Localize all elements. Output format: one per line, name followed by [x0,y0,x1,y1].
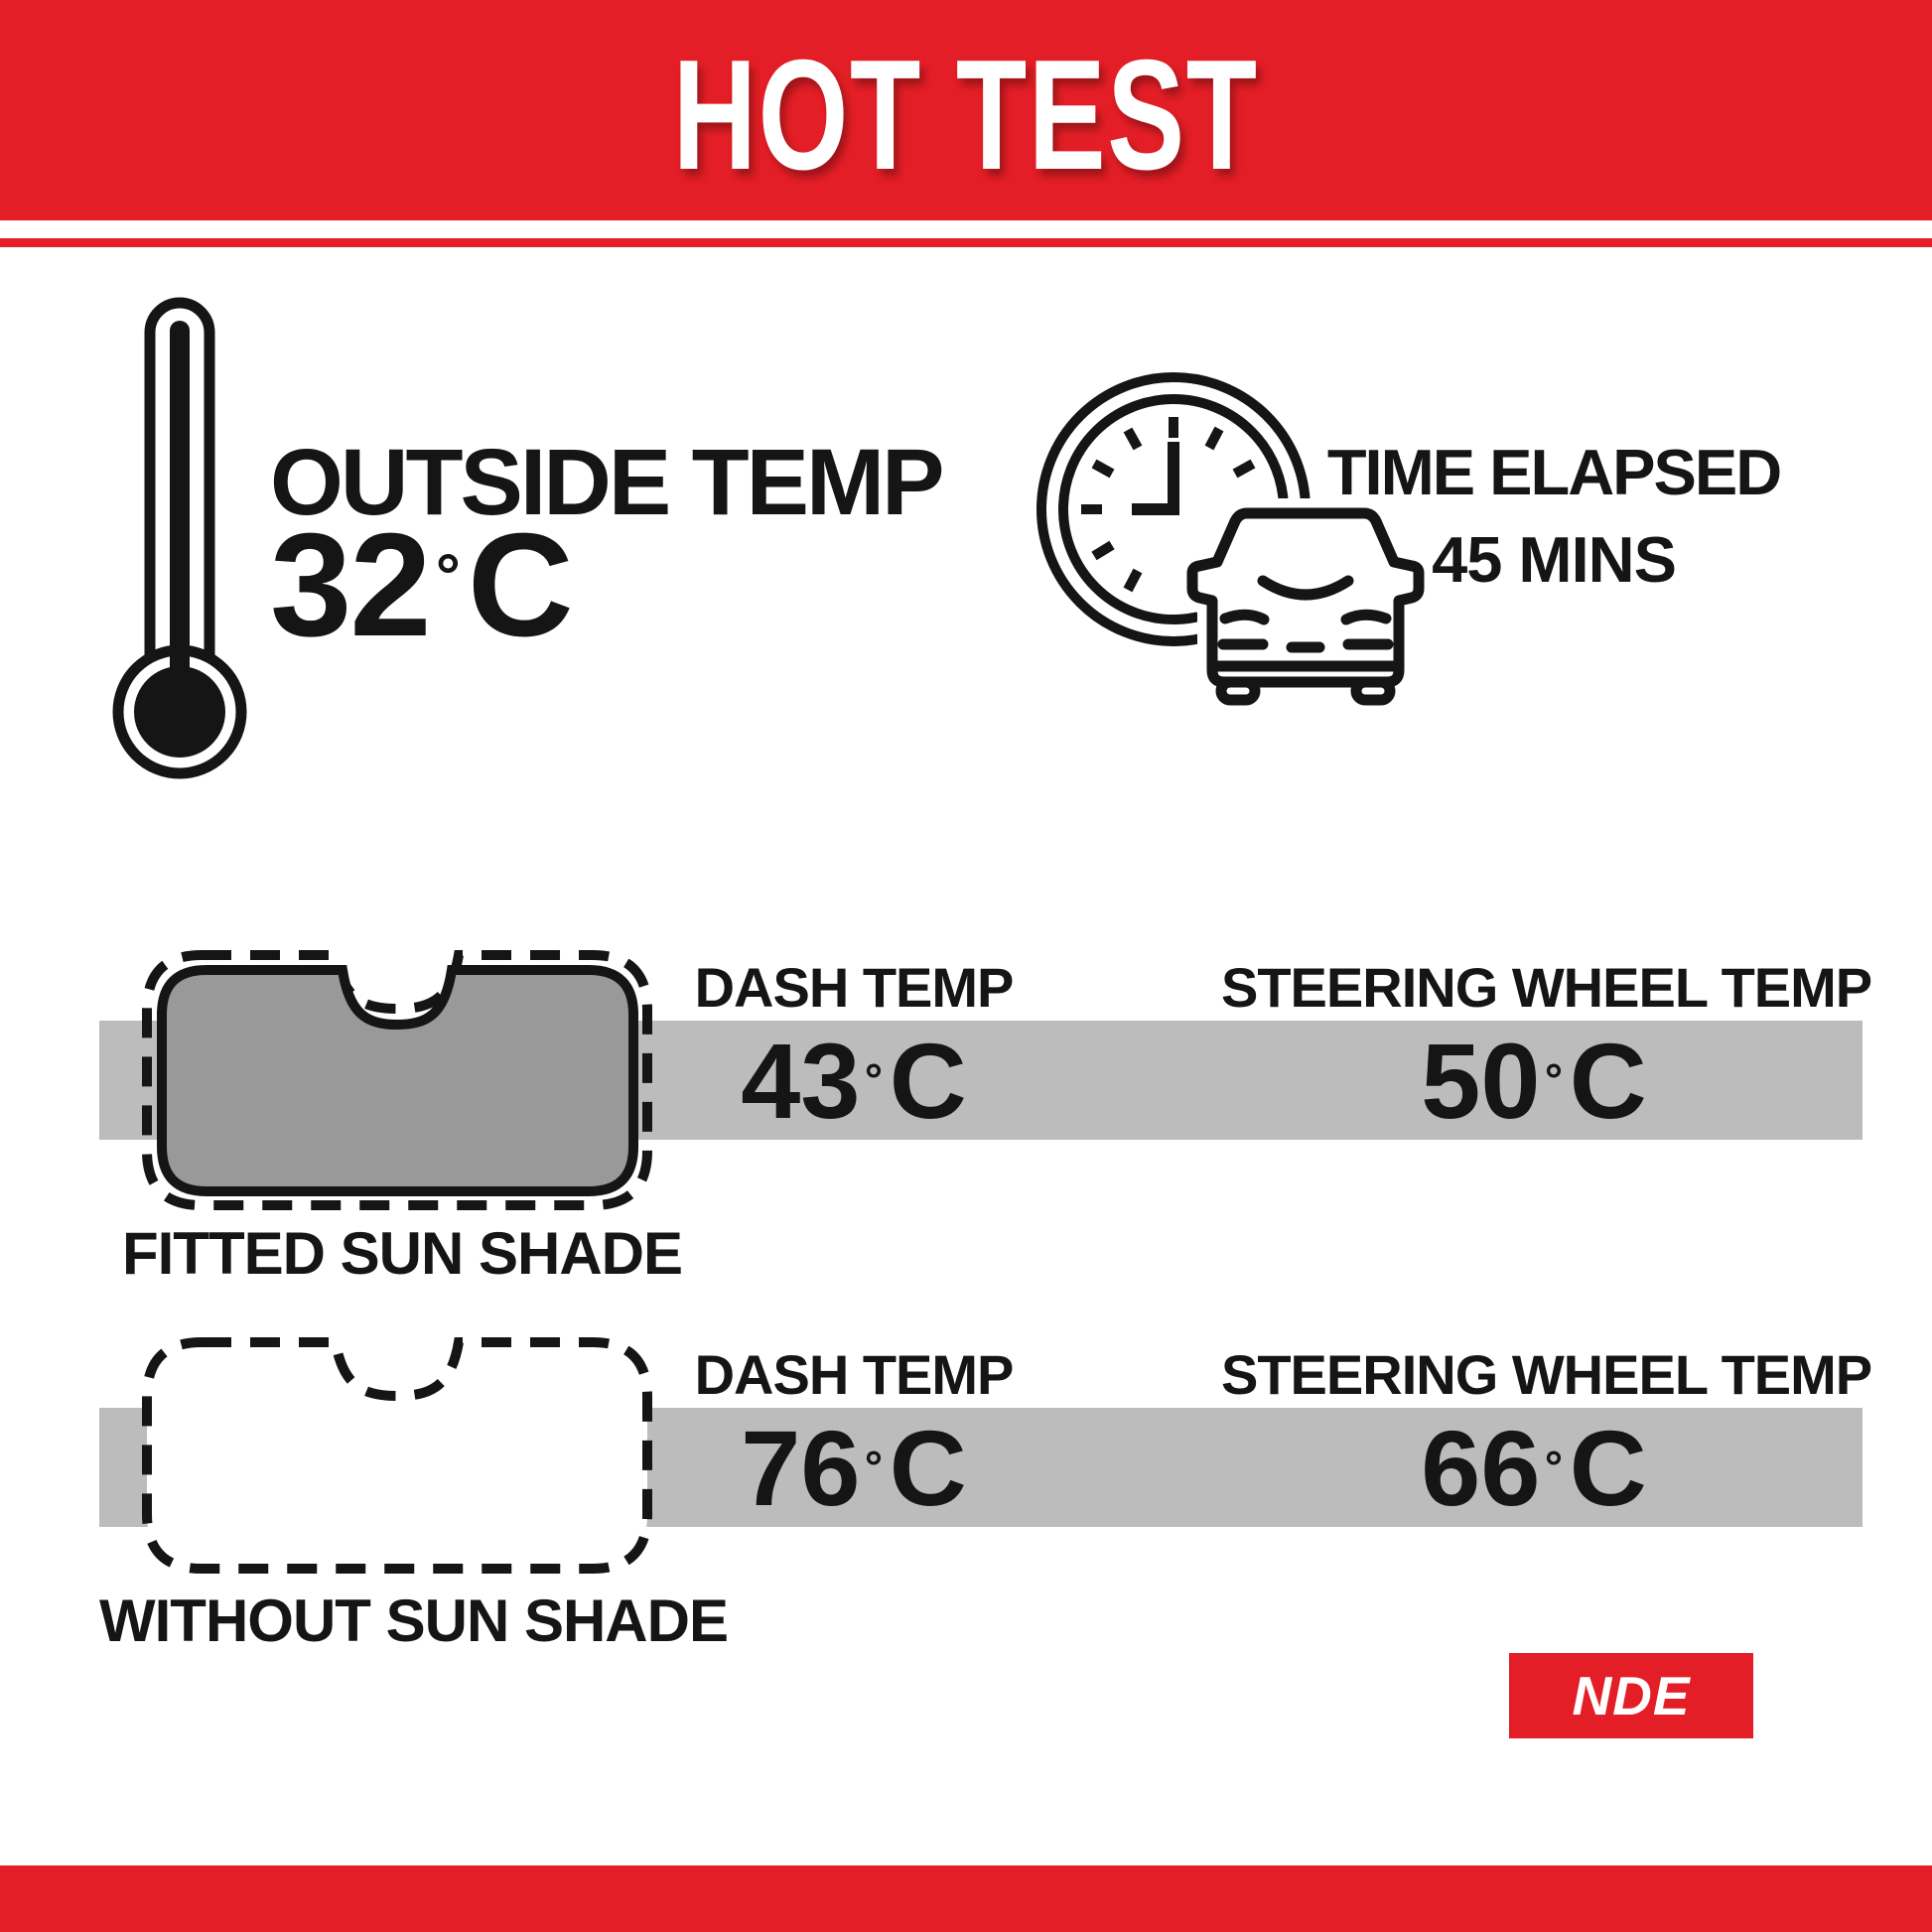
steering-temp-value [1231,1408,1837,1527]
shade-caption: FITTED SUN SHADE [121,1220,683,1287]
degree-symbol: ° [435,542,459,612]
degree-symbol: ° [864,1442,884,1492]
time-elapsed-value: 45 MINS [1432,523,1676,596]
steering-temp-value [1231,1021,1837,1140]
dash-temp-value [655,1408,1052,1527]
dash-temp-value [655,1021,1052,1140]
header-banner [0,0,1932,220]
thermometer-icon [93,293,282,819]
brand-badge [1509,1653,1753,1738]
time-elapsed-label: TIME ELAPSED [1326,436,1781,508]
temp-unit: C [889,1020,967,1141]
outside-temp-number: 32 [270,503,430,667]
footer-bar [0,1865,1932,1932]
degree-symbol: ° [864,1054,884,1105]
steering-temp-number: 66 [1421,1407,1541,1528]
dash-temp-label: DASH TEMP [694,1343,1014,1406]
sunshade-filled-icon [129,933,665,1221]
shade-caption: WITHOUT SUN SHADE [99,1587,728,1654]
dash-temp-label: DASH TEMP [694,956,1014,1019]
steering-temp-label: STEERING WHEEL TEMP [1221,1343,1872,1406]
steering-temp-label: STEERING WHEEL TEMP [1221,956,1872,1019]
temp-unit: C [1569,1020,1647,1141]
temp-unit: C [1569,1407,1647,1528]
page-title: HOT TEST [673,28,1259,203]
degree-symbol: ° [1544,1054,1564,1105]
dash-temp-number: 43 [741,1020,861,1141]
outside-temp-label: OUTSIDE TEMP [270,430,942,535]
steering-temp-number: 50 [1421,1020,1541,1141]
outside-temp-value [270,503,572,667]
temp-unit: C [889,1407,967,1528]
dash-temp-number: 76 [741,1407,861,1528]
brand-logo-text: NDE [1572,1665,1691,1726]
accent-stripe [0,238,1932,247]
temp-unit: C [467,503,572,667]
sunshade-outline-icon [129,1320,665,1608]
degree-symbol: ° [1544,1442,1564,1492]
